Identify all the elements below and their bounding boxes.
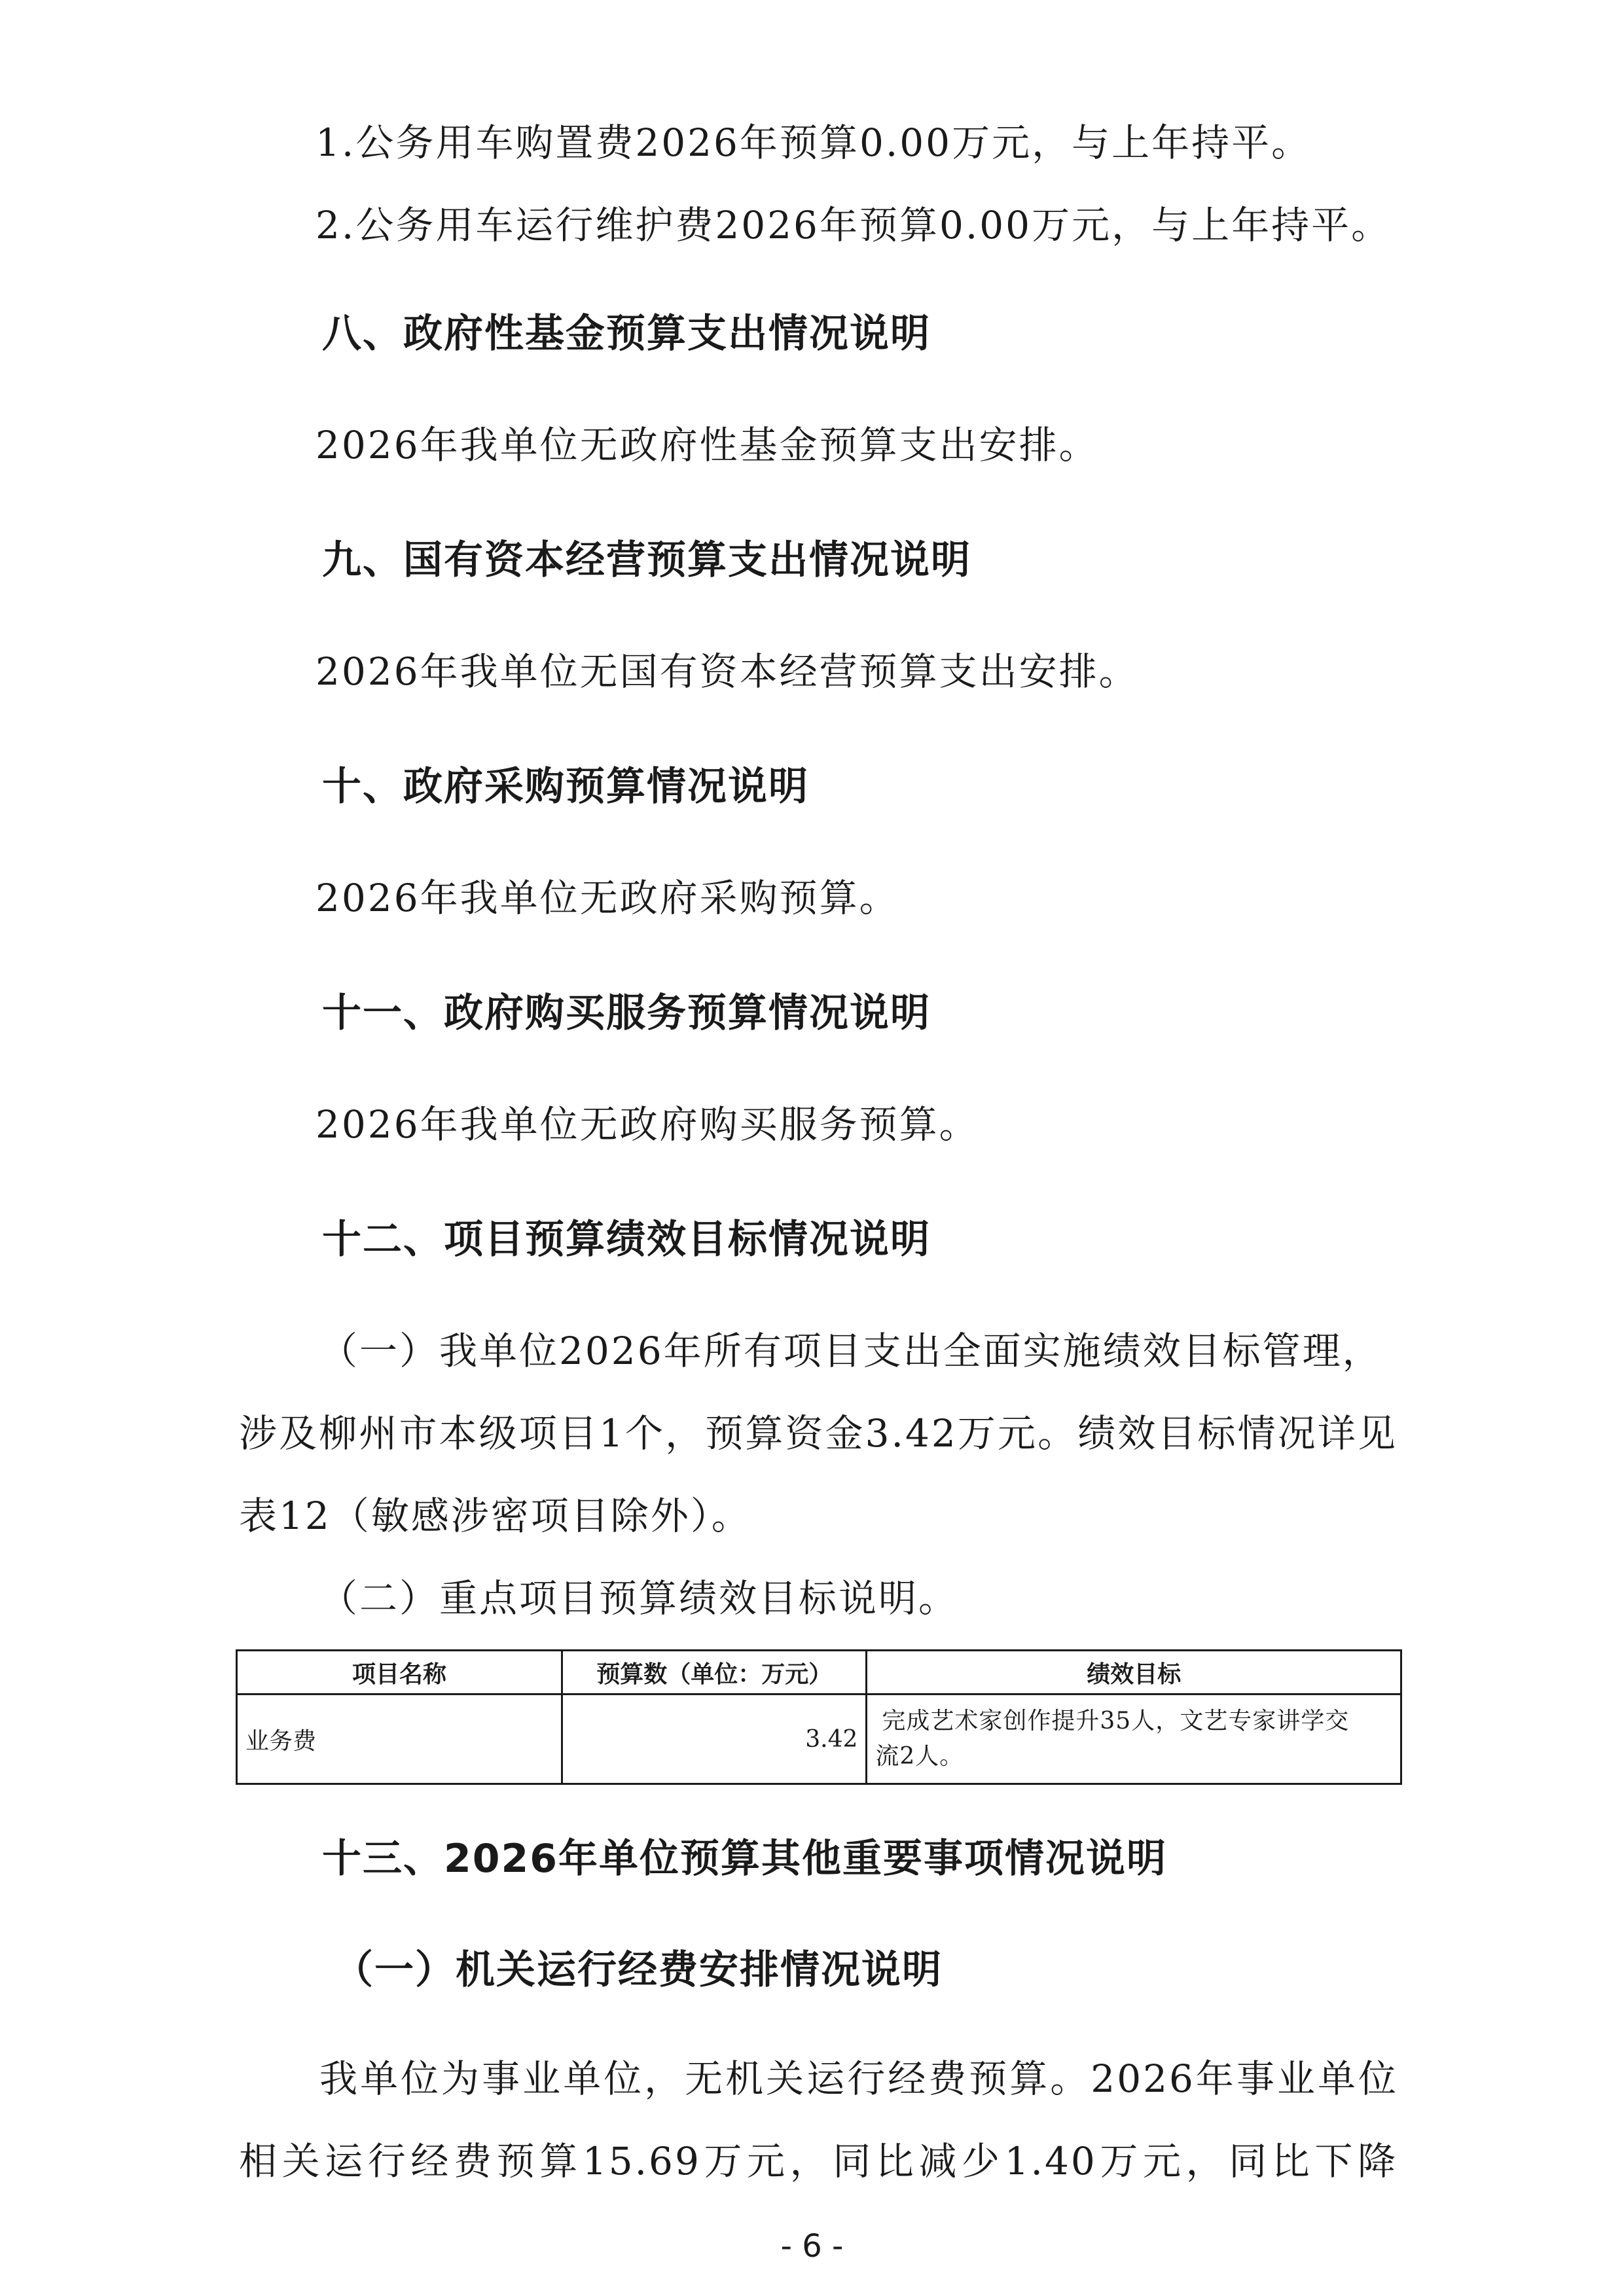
subheading-13-1: （一）机关运行经费安排情况说明: [334, 1947, 943, 1993]
line-car-purchase: 1.公务用车购置费2026年预算0.00万元，与上年持平。: [316, 120, 1312, 165]
paragraph-section-8: 2026年我单位无政府性基金预算支出安排。: [316, 423, 1099, 467]
page-number: - 6 -: [780, 2228, 844, 2265]
header-performance-goal: 绩效目标: [867, 1651, 1401, 1695]
table-row: [237, 1695, 1401, 1784]
heading-section-13: 十三、2026年单位预算其他重要事项情况说明: [322, 1836, 1167, 1882]
goal-line-1: 完成艺术家创作提升35人，文艺专家讲学交: [882, 1708, 1350, 1734]
cell-budget-amount: 3.42: [562, 1695, 867, 1784]
paragraph-12-2: （二）重点项目预算绩效目标说明。: [319, 1576, 959, 1621]
cell-performance-goal: [867, 1695, 1401, 1784]
heading-section-10: 十、政府采购预算情况说明: [322, 764, 809, 810]
header-project-name: 项目名称: [237, 1651, 562, 1695]
paragraph-section-11: 2026年我单位无政府购买服务预算。: [316, 1102, 979, 1147]
heading-section-11: 十一、政府购买服务预算情况说明: [322, 990, 931, 1036]
paragraph-12-1-line-2: 涉及柳州市本级项目1个，预算资金3.42万元。绩效目标情况详见: [239, 1411, 1398, 1456]
heading-section-9: 九、国有资本经营预算支出情况说明: [322, 537, 971, 583]
paragraph-section-10: 2026年我单位无政府采购预算。: [316, 876, 899, 920]
goal-line-2: 流2人。: [875, 1743, 964, 1770]
paragraph-section-9: 2026年我单位无国有资本经营预算支出安排。: [316, 649, 1139, 694]
table-header-row: [237, 1651, 1401, 1695]
heading-section-8: 八、政府性基金预算支出情况说明: [322, 311, 931, 357]
line-car-maintenance: 2.公务用车运行维护费2026年预算0.00万元，与上年持平。: [316, 203, 1392, 247]
header-budget: 预算数（单位：万元）: [562, 1651, 867, 1695]
cell-project-name: 业务费: [237, 1695, 562, 1784]
paragraph-13-line-2: 相关运行经费预算15.69万元，同比减少1.40万元，同比下降: [239, 2139, 1398, 2183]
heading-section-12: 十二、项目预算绩效目标情况说明: [322, 1217, 931, 1263]
paragraph-13-line-1: 我单位为事业单位，无机关运行经费预算。2026年事业单位: [319, 2056, 1398, 2101]
paragraph-12-1-line-3: 表12（敏感涉密项目除外）。: [239, 1494, 751, 1538]
paragraph-12-1-line-1: （一）我单位2026年所有项目支出全面实施绩效目标管理，: [319, 1329, 1382, 1373]
performance-table: [236, 1649, 1402, 1785]
